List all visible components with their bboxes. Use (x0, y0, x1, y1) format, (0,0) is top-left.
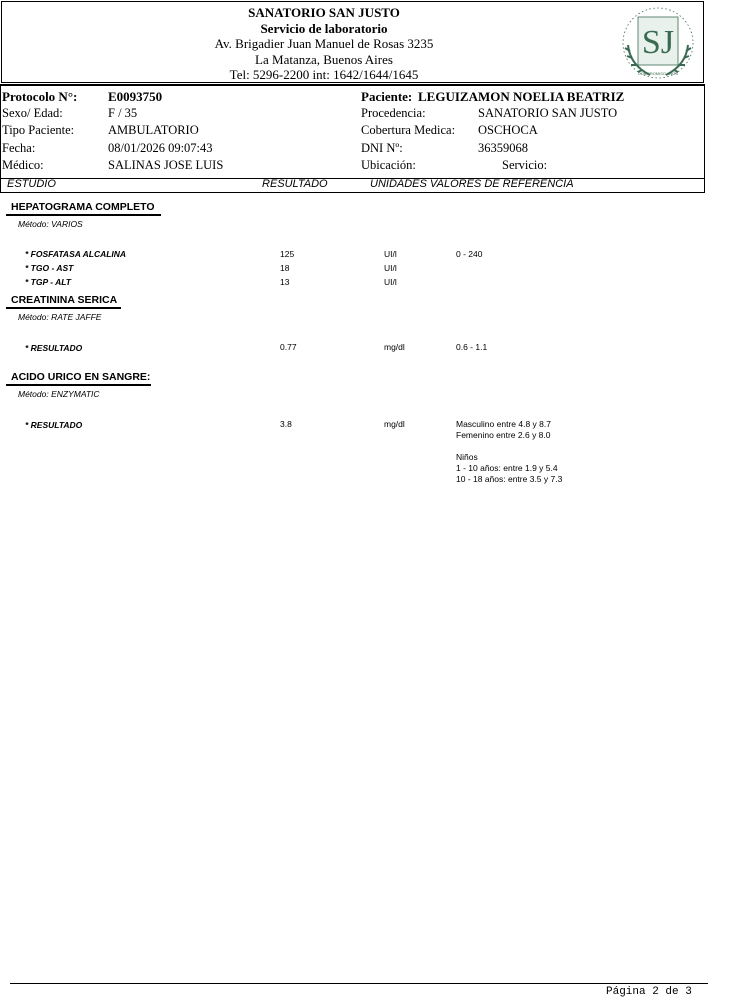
column-unidades-referencia: UNIDADES VALORES DE REFERENCIA (370, 178, 574, 190)
doctor-value: SALINAS JOSE LUIS (108, 158, 224, 172)
results-column-header (0, 177, 705, 193)
service-name: Servicio de laboratorio (260, 20, 388, 36)
date-label: Fecha: (2, 141, 36, 155)
reference-line: 1 - 10 años: entre 1.9 y 5.4 (456, 463, 558, 473)
section-underline (6, 307, 121, 309)
location-label: Ubicación: (361, 158, 416, 172)
test-result-acido-urico: 3.8 (280, 419, 292, 429)
phone-line: Tel: 5296-2200 int: 1642/1644/1645 (229, 67, 419, 83)
reference-line: Femenino entre 2.6 y 8.0 (456, 430, 551, 440)
institution-name: SANATORIO SAN JUSTO (248, 5, 400, 20)
test-name-creatinina-resultado: * RESULTADO (25, 343, 83, 353)
dni-value: 36359068 (478, 141, 528, 155)
patient-type-label: Tipo Paciente: (2, 123, 75, 137)
reference-line: Niños (456, 452, 478, 462)
test-result-fosfatasa: 125 (280, 249, 295, 259)
test-unit-acido-urico: mg/dl (384, 419, 405, 429)
date-value: 08/01/2026 09:07:43 (108, 141, 213, 155)
column-estudio: ESTUDIO (7, 178, 56, 190)
sex-age-label: Sexo/ Edad: (2, 106, 63, 120)
test-unit-fosfatasa: UI/l (384, 249, 397, 259)
test-result-tgp: 13 (280, 277, 290, 287)
protocol-value: E0093750 (108, 89, 163, 104)
test-unit-creatinina: mg/dl (384, 342, 405, 352)
section-underline (6, 214, 161, 216)
protocol-label: Protocolo N°: (2, 89, 78, 104)
patient-name-value: LEGUIZAMON NOELIA BEATRIZ (418, 89, 625, 104)
test-unit-tgo: UI/l (384, 263, 397, 273)
origin-label: Procedencia: (361, 106, 426, 120)
test-name-tgo: * TGO - AST (25, 263, 74, 273)
header-text-block (2, 5, 646, 83)
section-title-acido-urico: ACIDO URICO EN SANGRE: (11, 371, 151, 383)
column-resultado: RESULTADO (262, 178, 328, 190)
lab-header (1, 1, 704, 83)
test-unit-tgp: UI/l (384, 277, 397, 287)
test-name-tgp: * TGP - ALT (25, 277, 71, 287)
test-name-acido-urico-resultado: * RESULTADO (25, 420, 83, 430)
test-result-creatinina: 0.77 (280, 342, 297, 352)
doctor-label: Médico: (2, 158, 44, 172)
method-acido-urico: Método: ENZYMATIC (18, 389, 100, 399)
sanatorio-logo (620, 5, 696, 81)
city-line: La Matanza, Buenos Aires (255, 51, 393, 67)
section-title-hepatograma: HEPATOGRAMA COMPLETO (11, 201, 155, 213)
test-result-tgo: 18 (280, 263, 290, 273)
service-label: Servicio: (502, 158, 548, 172)
test-ref-fosfatasa: 0 - 240 (456, 249, 483, 259)
address-line: Av. Brigadier Juan Manuel de Rosas 3235 (214, 36, 434, 52)
coverage-value: OSCHOCA (478, 123, 538, 137)
reference-line: Masculino entre 4.8 y 8.7 (456, 419, 551, 429)
section-underline (6, 384, 151, 386)
patient-type-value: AMBULATORIO (108, 123, 199, 137)
logo-caption: COMPROMISO AÑOS (637, 71, 679, 76)
dni-label: DNI Nº: (361, 141, 403, 155)
coverage-label: Cobertura Medica: (361, 123, 456, 137)
method-hepatograma: Método: VARIOS (18, 219, 83, 229)
reference-line: 10 - 18 años: entre 3.5 y 7.3 (456, 474, 563, 484)
method-creatinina: Método: RATE JAFFE (18, 312, 102, 322)
test-name-fosfatasa: * FOSFATASA ALCALINA (25, 249, 127, 259)
origin-value: SANATORIO SAN JUSTO (478, 106, 618, 120)
page-number: Página 2 de 3 (606, 986, 692, 998)
footer-rule (10, 983, 708, 984)
logo-letters: SJ (641, 24, 675, 61)
section-title-creatinina: CREATININA SERICA (11, 294, 118, 306)
test-ref-creatinina: 0.6 - 1.1 (456, 342, 488, 352)
patient-name-label: Paciente: (361, 89, 413, 104)
sex-age-value: F / 35 (108, 106, 138, 120)
